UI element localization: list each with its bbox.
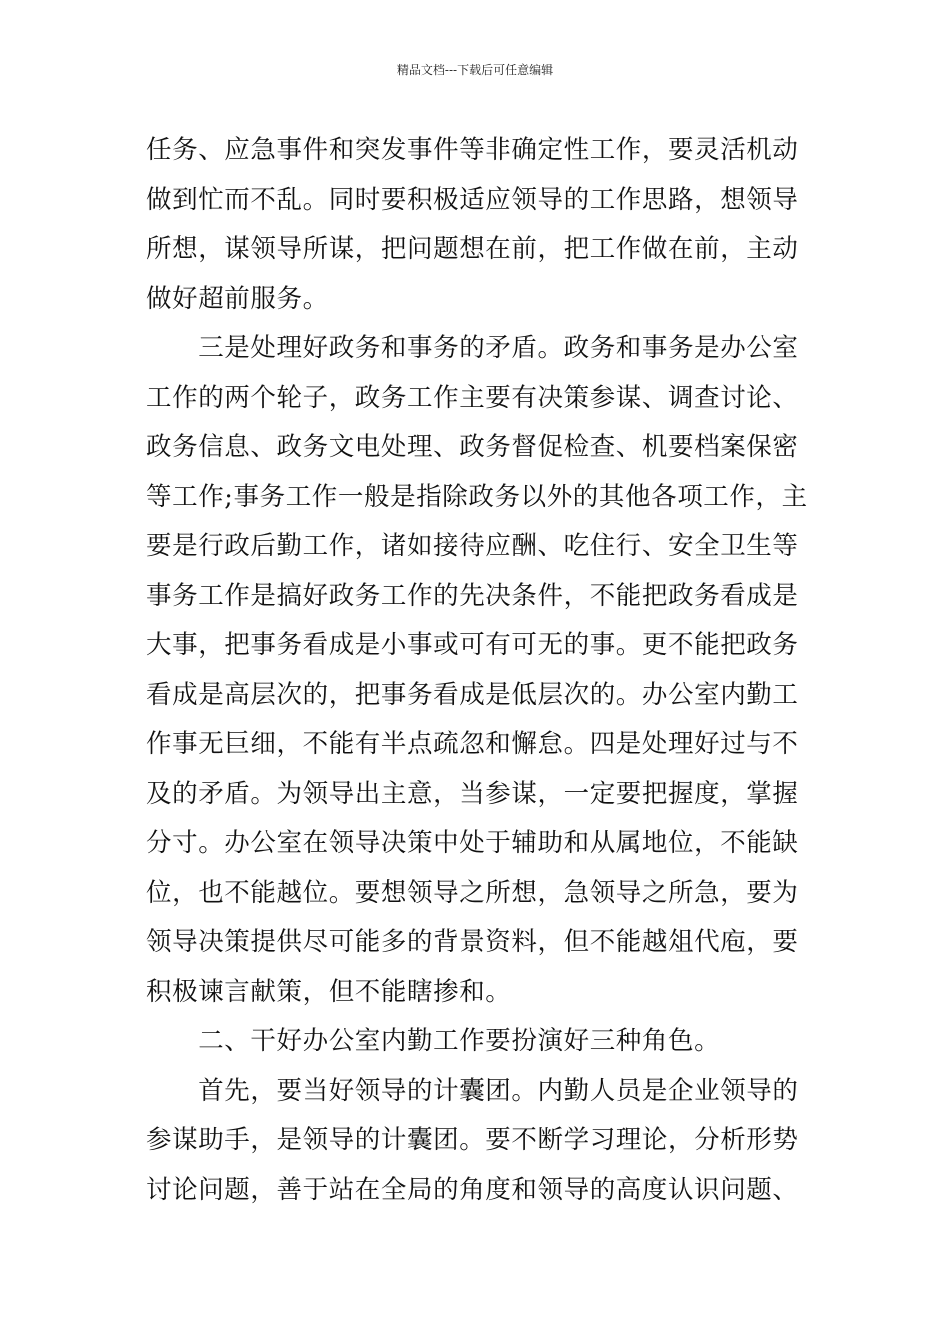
text-line: 工作的两个轮子，政务工作主要有决策参谋、调查讨论、	[146, 382, 799, 413]
text-line: 等工作;事务工作一般是指除政务以外的其他各项工作，主	[146, 481, 808, 512]
text-line: 三是处理好政务和事务的矛盾。政务和事务是办公室	[146, 333, 799, 363]
text-line: 二、干好办公室内勤工作要扮演好三种角色。	[146, 1026, 721, 1056]
text-line: 任务、应急事件和突发事件等非确定性工作，要灵活机动	[146, 135, 799, 165]
text-line: 事务工作是搞好政务工作的先决条件，不能把政务看成是	[146, 580, 799, 611]
text-line: 及的矛盾。为领导出主意，当参谋，一定要把握度，掌握	[146, 778, 799, 809]
text-line: 要是行政后勤工作，诸如接待应酬、吃住行、安全卫生等	[146, 531, 799, 561]
text-line: 看成是高层次的，把事务看成是低层次的。办公室内勤工	[146, 679, 799, 710]
text-line: 参谋助手，是领导的计囊团。要不断学习理论，分析形势	[146, 1125, 799, 1155]
text-line: 积极谏言献策，但不能瞎掺和。	[146, 976, 512, 1007]
text-line: 分寸。办公室在领导决策中处于辅助和从属地位，不能缺	[146, 828, 799, 858]
text-line: 作事无巨细，不能有半点疏忽和懈怠。四是处理好过与不	[146, 729, 799, 759]
text-line: 位，也不能越位。要想领导之所想，急领导之所急，要为	[146, 877, 799, 908]
text-line: 做到忙而不乱。同时要积极适应领导的工作思路，想领导	[146, 184, 799, 215]
text-line: 所想，谋领导所谋，把问题想在前，把工作做在前，主动	[146, 234, 799, 264]
document-body	[146, 126, 808, 1215]
page-header: 精品文档---下载后可任意编辑	[396, 63, 554, 77]
text-line: 做好超前服务。	[146, 283, 329, 314]
text-line: 大事，把事务看成是小事或可有可无的事。更不能把政务	[146, 630, 799, 660]
text-line: 讨论问题，善于站在全局的角度和领导的高度认识问题、	[146, 1174, 799, 1205]
text-line: 首先，要当好领导的计囊团。内勤人员是企业领导的	[146, 1075, 799, 1106]
text-line: 领导决策提供尽可能多的背景资料，但不能越俎代庖，要	[146, 927, 799, 957]
text-line: 政务信息、政务文电处理、政务督促检查、机要档案保密	[146, 432, 799, 462]
